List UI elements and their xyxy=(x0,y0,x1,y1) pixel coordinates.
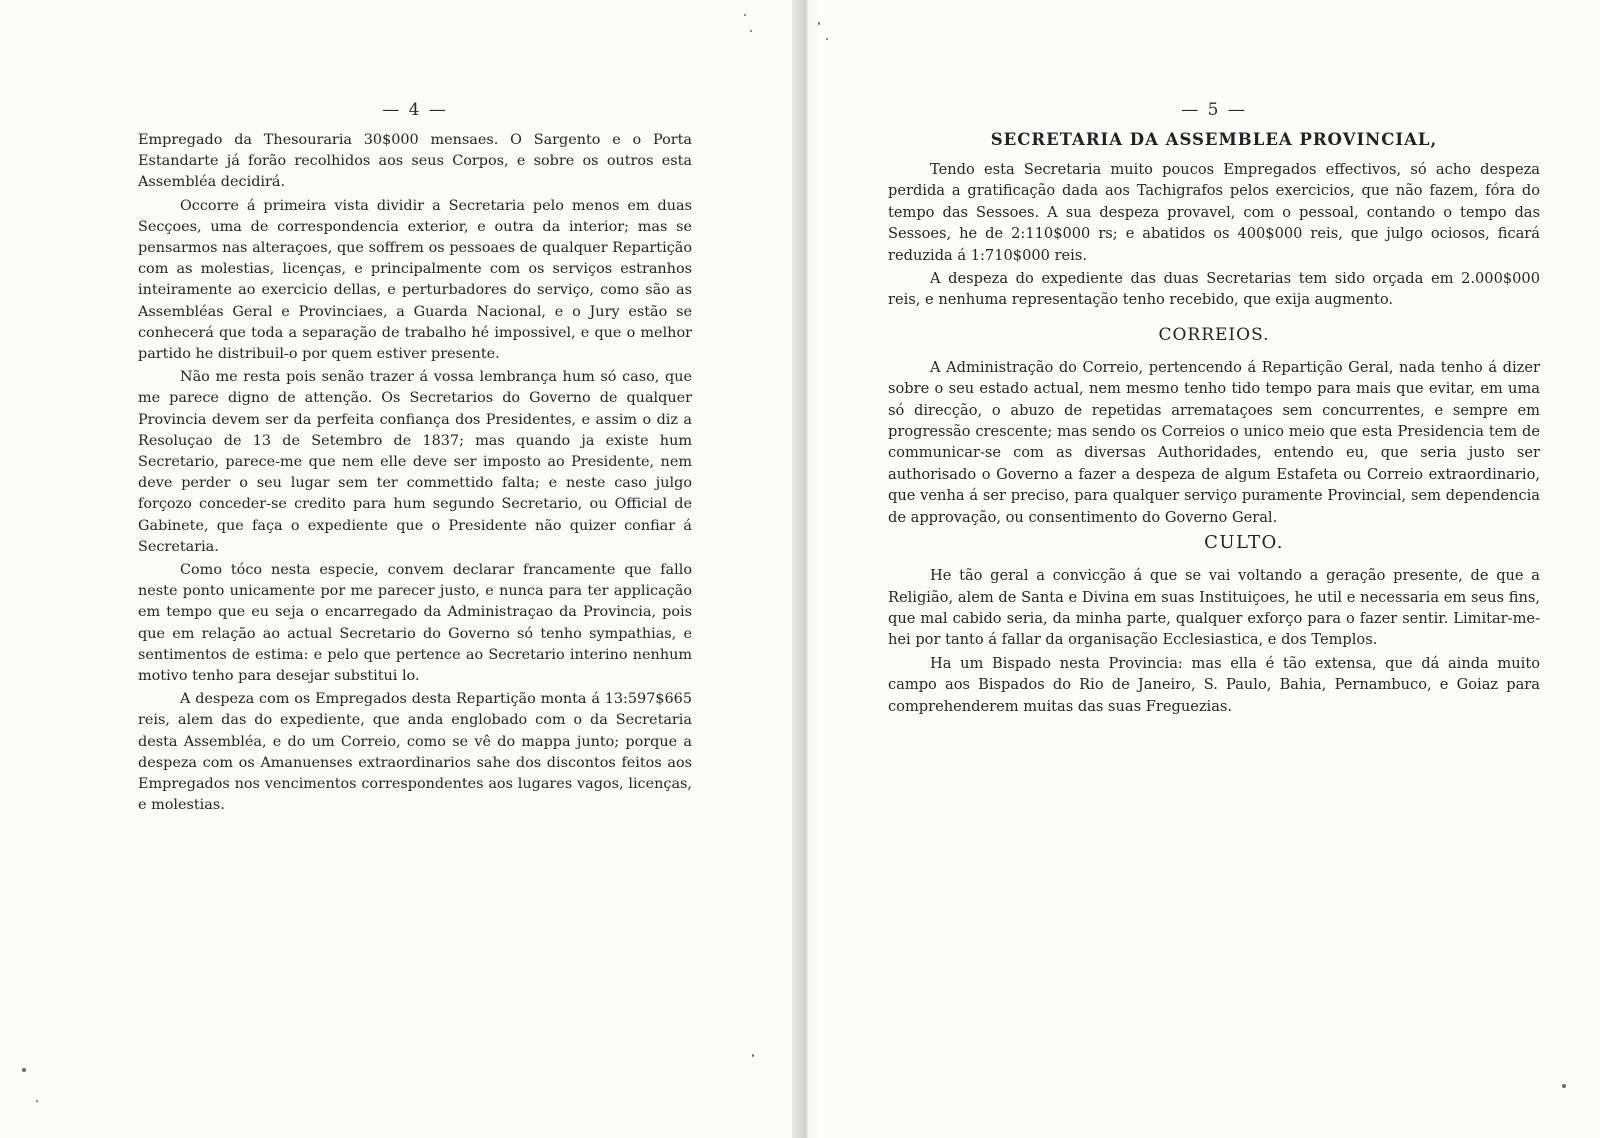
scan-speck xyxy=(22,1068,26,1072)
left-page xyxy=(0,0,792,1138)
paragraph: A Administração do Correio, pertencendo á Repartição Geral, nada tenho á dizer sobre o seu estado actual, nem mesmo tenho tido tempo para mais que evitar, em uma só direcção, o abuzo de repetidas arremataçoes sem concurrentes, e sempre em progressão crescente; mas sendo os Correios o unico meio que esta Presidencia tem de communicar-se com as diversas Authoridades, entendo eu, que seria justo ser authorisado o Governo a fazer a despeza de algum Estafeta ou Correio extraordinario, que venha á ser preciso, para qualquer serviço puramente Provincial, sem dependencia de approvação, ou consentimento do Governo Geral. xyxy=(888,358,1540,526)
scan-speck xyxy=(826,38,828,40)
scan-speck xyxy=(744,14,746,16)
scan-speck xyxy=(750,30,752,32)
page-number-left: — 4 — xyxy=(382,100,448,120)
book-gutter xyxy=(792,0,822,1138)
paragraph: Não me resta pois senão trazer á vossa lembrança hum só caso, que me parece digno de attenção. Os Secretarios do Governo de qualquer Provincia devem ser da perfeita confiança dos Presidentes, e assim o diz a Resoluçao de 13 de Setembro de 1837; mas quando ja existe hum Secretario, parece-me que nem elle deve ser imposto ao Presidente, nem deve perder o seu lugar sem ter commettido falta; e neste caso julgo forçozo conceder-se credito para hum segundo Secretario, ou Official de Gabinete, que faça o expediente que o Presidente não quizer confiar á Secretaria. xyxy=(138,369,692,555)
paragraph: Ha um Bispado nesta Provincia: mas ella é tão extensa, que dá ainda muito campo aos Bispados do Rio de Janeiro, S. Paulo, Bahia, Pernambuco, e Goiaz para comprehenderem muitas das suas Freguezias. xyxy=(888,654,1540,715)
gutter-fold-line xyxy=(806,0,807,1138)
paragraph: He tão geral a convicção á que se vai voltando a geração presente, de que a Religião, alem de Santa e Divina em suas Instituiçoes, he util e necessaria em seus fins, que mal cabido seria, da minha parte, qualquer exforço para o fazer sentir. Limitar-me-hei por tanto á fallar da organisação Ecclesiastica, e dos Templos. xyxy=(888,567,1540,649)
paragraph: A despeza do expediente das duas Secretarias tem sido orçada em 2.000$000 reis, e nenhuma representação tenho recebido, que exija augmento. xyxy=(888,270,1540,309)
scan-speck xyxy=(36,1100,38,1102)
paragraph: Empregado da Thesouraria 30$000 mensaes. O Sargento e o Porta Estandarte já forão recolhidos aos seus Corpos, e sobre os outros esta Assembléa decidirá. xyxy=(138,132,692,191)
paragraph: Como tóco nesta especie, convem declarar francamente que fallo neste ponto unicamente por me parecer justo, e nunca para ter applicação em tempo que eu seja o encarregado da Administraçao da Provincia, pois que em relação ao actual Secretario do Governo só tenho sympathias, e sentimentos de estima: e pelo que pertence ao Secretario interino nenhum motivo tenho para desejar substitui lo. xyxy=(138,562,692,685)
section-title-secretaria: SECRETARIA DA ASSEMBLEA PROVINCIAL, xyxy=(990,130,1438,149)
right-page xyxy=(822,0,1600,1138)
scan-speck xyxy=(752,1054,754,1057)
page-number-right: — 5 — xyxy=(1181,100,1247,120)
paragraph: Tendo esta Secretaria muito poucos Empregados effectivos, só acho despeza perdida a gratificação dada aos Tachigrafos pelos exercicios, que não fazem, fóra do tempo das Sessoes. A sua despeza provavel, com o pessoal, contando o tempo das Sessoes, he de 2:110$000 rs; e abatidos os 400$000 reis, que julgo ociosos, ficará reduzida á 1:710$000 reis. xyxy=(888,161,1540,264)
scan-speck xyxy=(1562,1084,1566,1088)
paragraph: Occorre á primeira vista dividir a Secretaria pelo menos em duas Secçoes, uma de correspondencia exterior, e outra da interior; mas se pensarmos nas alteraçoes, que soffrem os pessoaes de qualquer Repartição com as molestias, licenças, e principalmente com os serviços estranhos inteiramente ao exercicio dellas, e perturbadores do serviço, como são as Assembléas Geral e Provinciaes, a Guarda Nacional, e o Jury estão se conhecerá que toda a separação de trabalho hé impossivel, e que o melhor partido he distribuil-o por quem estiver presente. xyxy=(138,197,692,363)
scan-speck xyxy=(818,22,820,25)
section-title-correios: CORREIOS. xyxy=(1158,324,1270,345)
paragraph: A despeza com os Empregados desta Repartição monta á 13:597$665 reis, alem das do expediente, que anda englobado com o da Secretaria desta Assembléa, e do um Correio, como se vê do mappa junto; porque a despeza com os Amanuenses extraordinarios sahe dos discontos feitos aos Empregados nos vencimentos correspondentes aos lugares vagos, licenças, e molestias. xyxy=(138,691,692,814)
section-title-culto: CULTO. xyxy=(1204,532,1284,554)
